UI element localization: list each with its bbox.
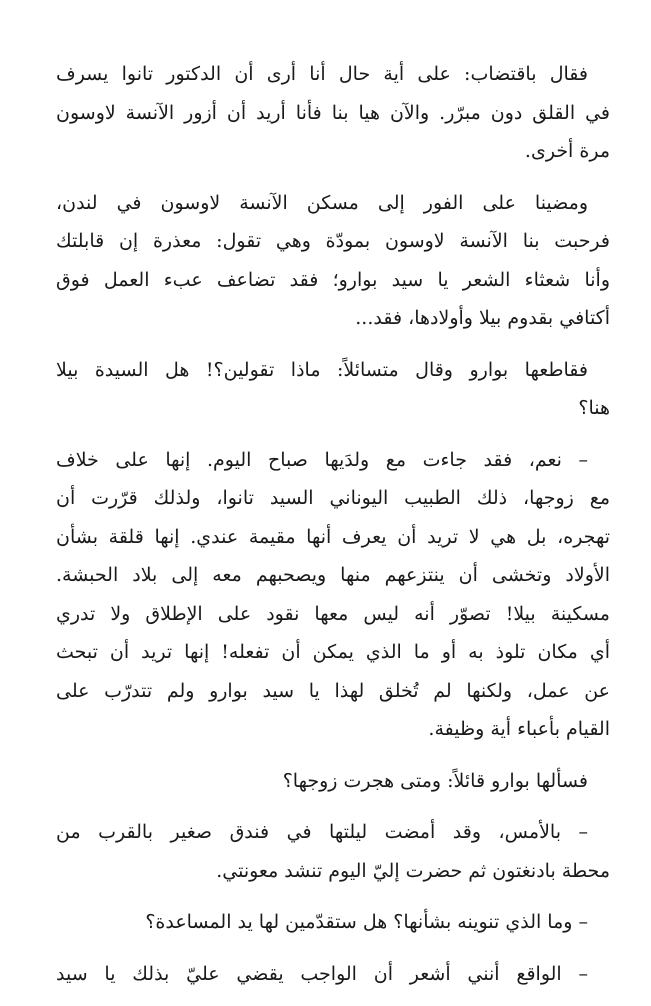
paragraph-5 (56, 762, 610, 801)
text-line: أي مكان تلوذ به أو ما الذي يمكن أن تفعله! إنها تريد أن تبحث (56, 641, 610, 663)
text-line: – بالأمس، وقد أمضت ليلتها في فندق صغير بالقرب من (56, 821, 588, 843)
text-line: هنا؟ (578, 397, 610, 419)
text-line: – وما الذي تنوينه بشأنها؟ هل ستقدّمين لها يد المساعدة؟ (145, 911, 588, 933)
text-line: مرة أخرى. (524, 140, 610, 162)
text-line: – نعم، فقد جاءت مع ولدَيها صباح اليوم. إنها على خلاف (56, 448, 588, 471)
text-line: فقال باقتضاب: على أية حال أنا أرى أن الدكتور تانوا يسرف (56, 63, 588, 85)
text-line: وأنا شعثاء الشعر يا سيد بوارو؛ فقد تضاعف عبء العمل فوق (56, 268, 610, 291)
text-line: فرحبت بنا الآنسة لاوسون بمودّة وهي تقول: معذرة إن قابلتك (56, 230, 610, 252)
paragraph-2 (56, 184, 610, 338)
text-line: أكتافي بقدوم بيلا وأولادها، فقد... (355, 307, 610, 329)
text-line: ومضينا على الفور إلى مسكن الآنسة لاوسون في لندن، (56, 191, 588, 214)
paragraph-8 (56, 955, 610, 994)
text-line: محطة بادنغتون ثم حضرت إليّ اليوم تنشد معونتي. (216, 859, 610, 882)
text-line: مسكينة بيلا! تصوّر أنه ليس معها نقود على الإطلاق ولا تدري (56, 602, 610, 625)
text-line: عن عمل، ولكنها لم تُخلق لهذا يا سيد بوارو ولم تتدرّب على (56, 679, 610, 702)
paragraph-6 (56, 813, 610, 890)
paragraph-1 (56, 55, 610, 171)
text-line: فقاطعها بوارو وقال متسائلاً: ماذا تقولين؟! هل السيدة بيلا (56, 358, 588, 381)
text-line: القيام بأعباء أية وظيفة. (428, 718, 610, 740)
text-line: فسألها بوارو قائلاً: ومتى هجرت زوجها؟ (282, 769, 588, 792)
paragraph-7 (56, 903, 610, 942)
book-page (56, 55, 610, 1006)
text-line: الأولاد وتخشى أن ينتزعهم منها ويصحبهم معه إلى بلاد الحبشة. (56, 564, 610, 586)
text-line: – الواقع أنني أشعر أن الواجب يقضي عليّ بذلك يا سيد (56, 962, 588, 985)
text-line: تهجره، بل هي لا تريد أن يعرف أنها مقيمة عندي. إنها قلقة بشأن (56, 525, 610, 548)
text-line: مع زوجها، ذلك الطبيب اليوناني السيد تانوا، ولذلك قرّرت أن (56, 487, 610, 509)
text-line: في القلق دون مبرّر. والآن هيا بنا فأنا أريد أن أزور الآنسة لاوسون (56, 101, 610, 124)
paragraph-3 (56, 351, 610, 428)
paragraph-4 (56, 441, 610, 749)
